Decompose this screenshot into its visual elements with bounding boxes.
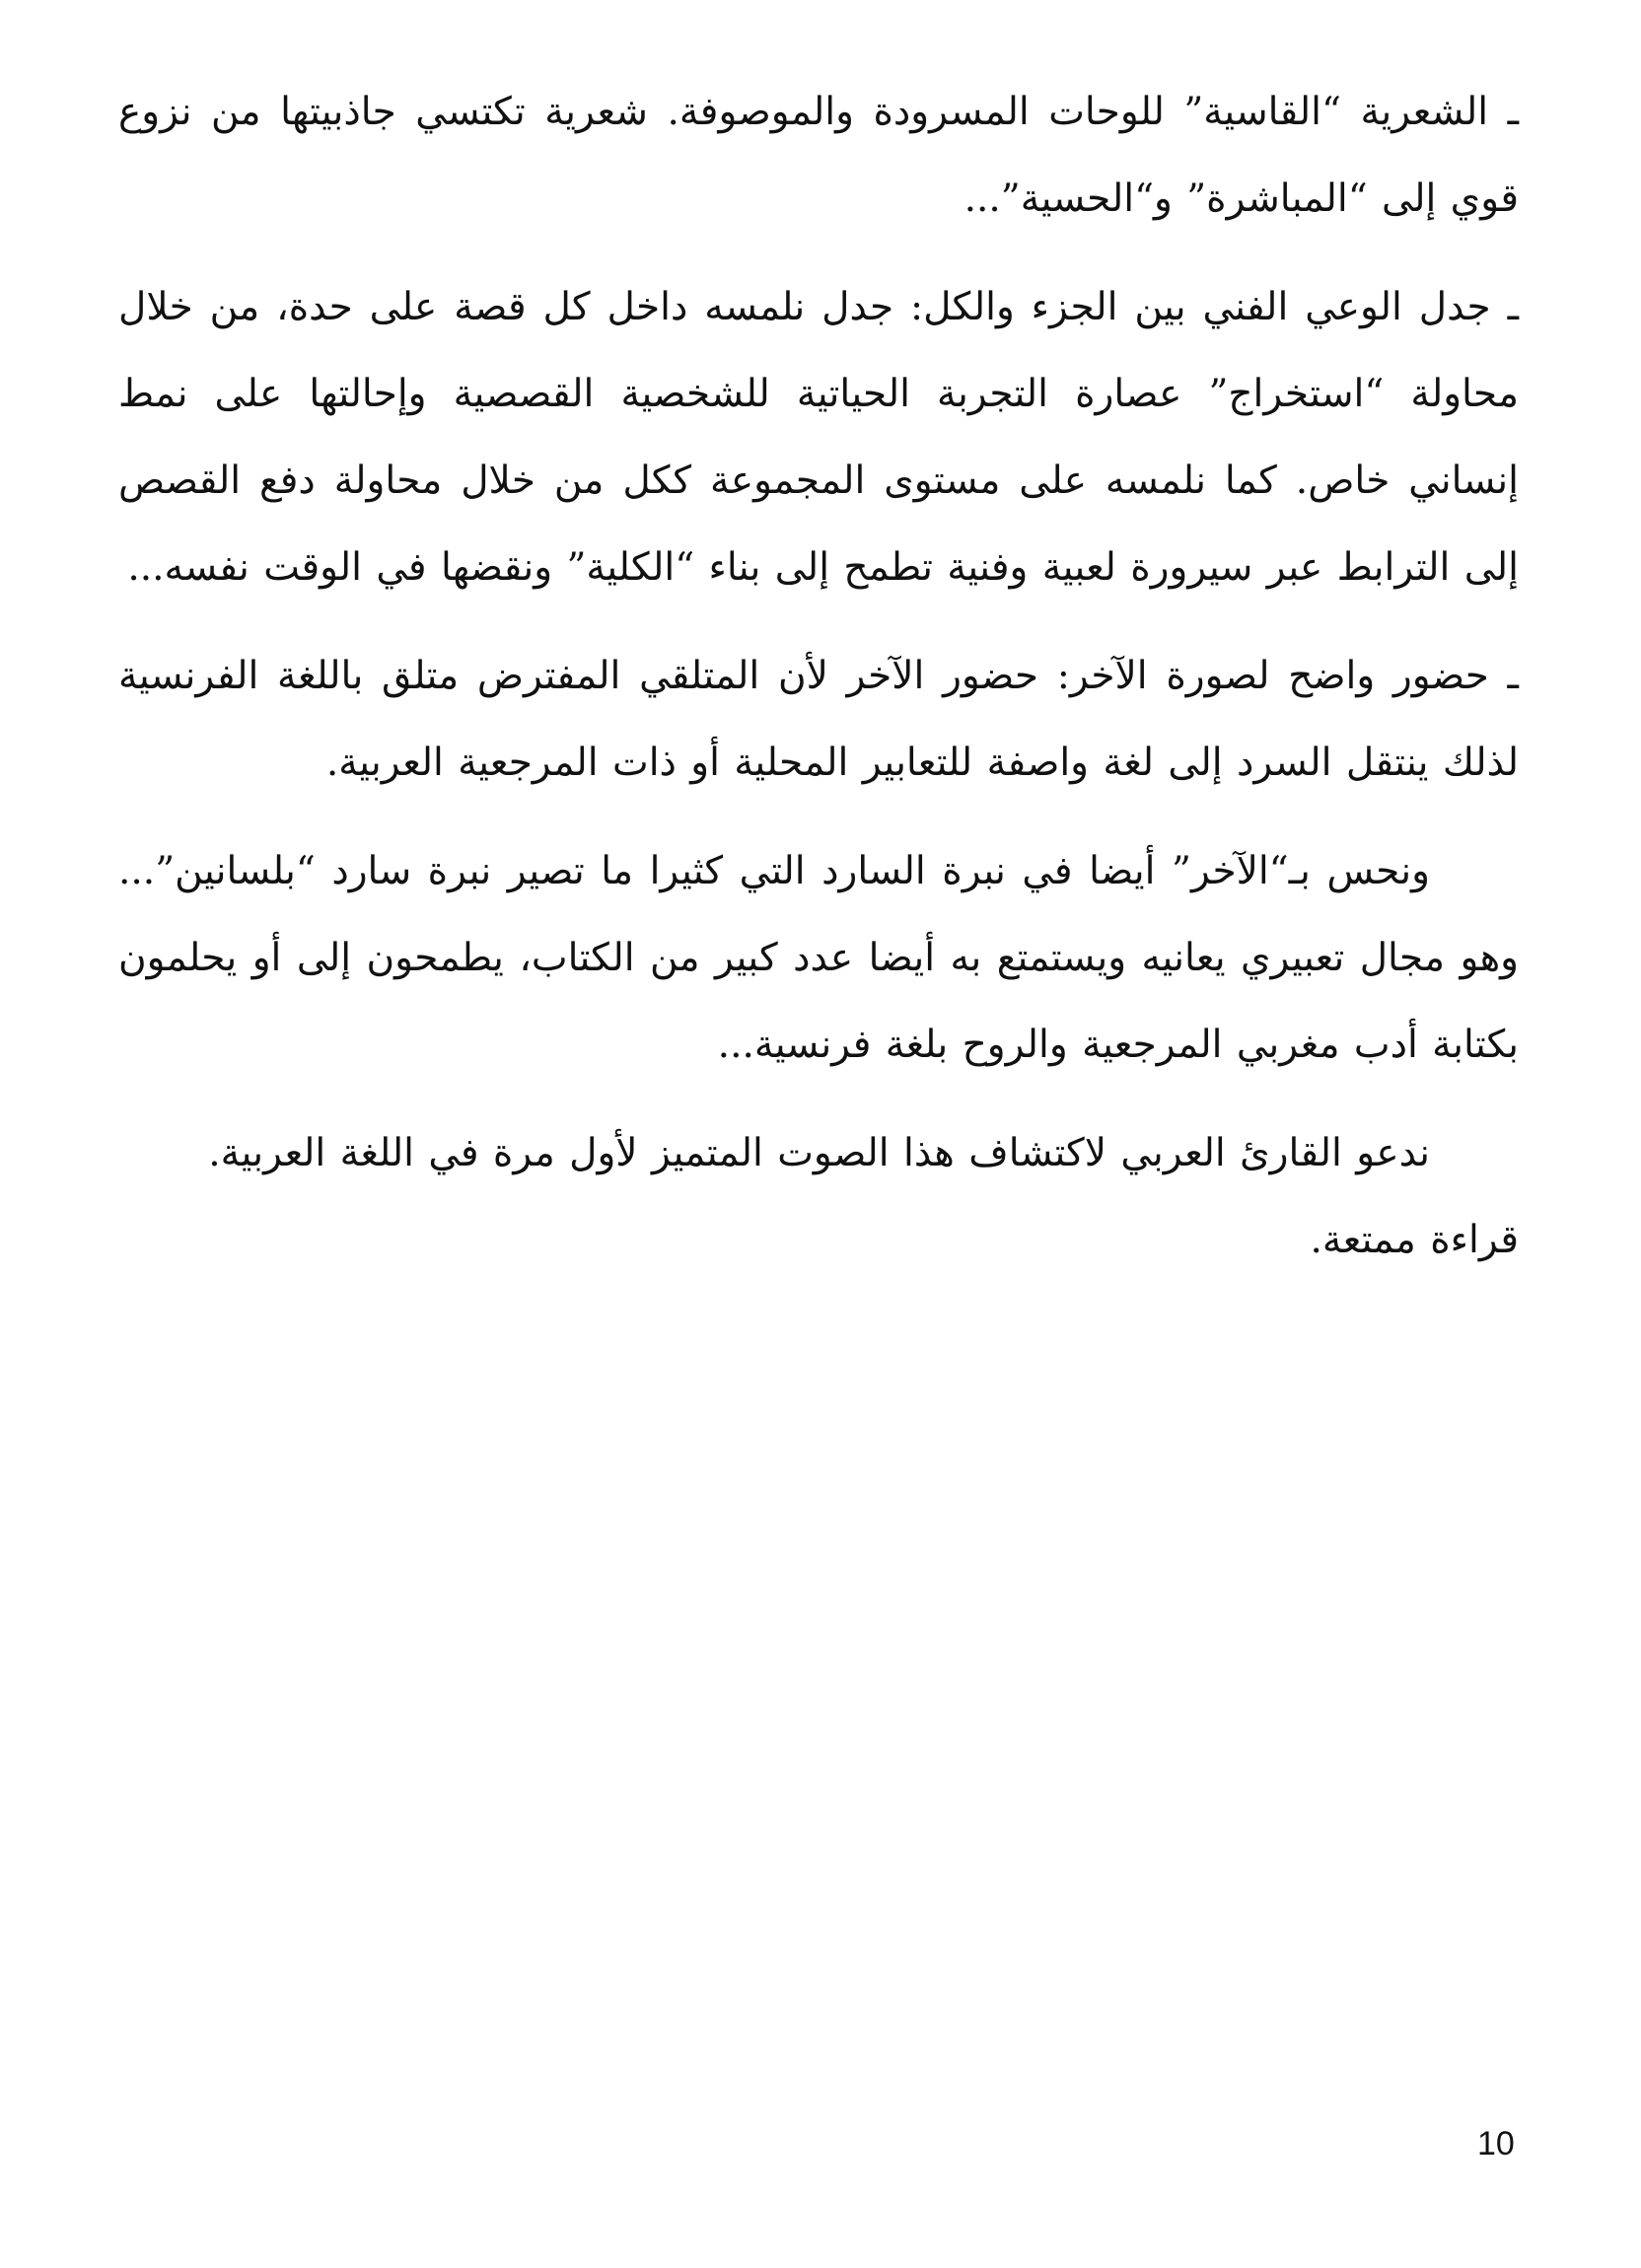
closing-line: قراءة ممتعة. (1310, 1218, 1519, 1262)
page-number: 10 (1477, 2125, 1515, 2162)
paragraph-part-whole: ـ جدل الوعي الفني بين الجزء والكل: جدل نلمسه داخل كل قصة على حدة، من خلال محاولة “استخراج” عصارة التجربة الحياتية للشخصية القصصية وإحالتها على نمط إنساني خاص. كما نلمسه على مستوى المجموعة ككل من خلال محاولة دفع القصص إلى الترابط عبر سيرورة لعبية وفنية تطمح إلى بناء “الكلية” ونقضها في الوقت نفسه... (118, 285, 1519, 590)
paragraph-other-image: ـ حضور واضح لصورة الآخر: حضور الآخر لأن المتلقي المفترض متلق باللغة الفرنسية لذلك ينتقل السرد إلى لغة واصفة للتعابير المحلية أو ذات المرجعية العربية. (118, 654, 1519, 785)
page-body (118, 69, 1519, 1306)
paragraph-invitation: ندعو القارئ العربي لاكتشاف هذا الصوت المتميز لأول مرة في اللغة العربية. (208, 1131, 1430, 1175)
paragraph-poetics: ـ الشعرية “القاسية” للوحات المسرودة والموصوفة. شعرية تكتسي جاذبيتها من نزوع قوي إلى “المباشرة” و“الحسية”... (118, 90, 1519, 221)
paragraph-narrator-voice: ونحس بـ“الآخر” أيضا في نبرة السارد التي كثيرا ما تصير نبرة سارد “بلسانين”... وهو مجال تعبيري يعانيه ويستمتع به أيضا عدد كبير من الكتاب، يطمحون إلى أو يحلمون بكتابة أدب مغربي المرجعية والروح بلغة فرنسية... (118, 849, 1519, 1067)
